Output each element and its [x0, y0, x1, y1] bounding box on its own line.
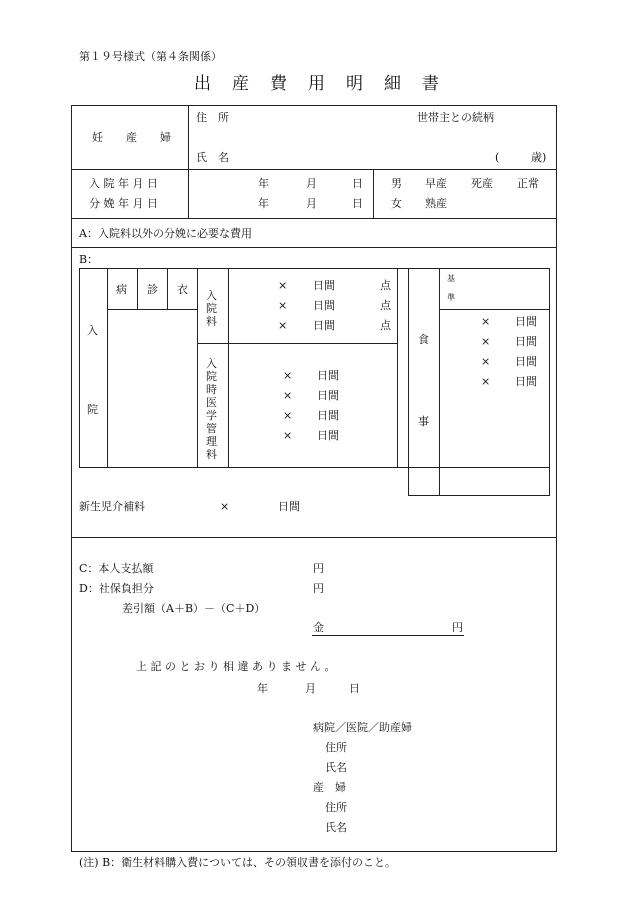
days-unit: 日間 — [313, 319, 335, 332]
meal-char: 食 — [418, 333, 429, 346]
times-mark: × — [278, 279, 288, 292]
label-char: 入 — [206, 289, 217, 302]
title-char: 産 — [232, 74, 249, 94]
label-char: 学 — [206, 408, 217, 422]
times-mark: × — [278, 299, 288, 312]
stillbirth-option: 死産 — [471, 177, 493, 190]
female-option: 女 — [391, 197, 402, 210]
age-close: 歳) — [531, 151, 547, 164]
col-header: 診 — [147, 283, 158, 296]
footnote: (注) B：衛生材料購入費については、その領収書を添付のこと。 — [79, 856, 396, 869]
label-char: 管 — [206, 421, 217, 435]
col-header: 衣 — [177, 283, 188, 296]
title-char: 用 — [308, 74, 325, 94]
times-mark: × — [283, 409, 293, 422]
admission-char: 院 — [87, 403, 98, 416]
days-unit: 日間 — [515, 315, 537, 328]
times-mark: × — [278, 319, 288, 332]
midwife-label: 産 婦 — [313, 781, 346, 794]
label-char: 時 — [206, 382, 217, 396]
admission-day: 日 — [352, 177, 363, 190]
admission-date-label: 入 院 年 月 日 — [89, 177, 158, 190]
label-char: 料 — [206, 314, 217, 328]
facility-name-label: 氏名 — [325, 761, 347, 774]
inpatient-fee-label — [206, 290, 217, 329]
label-char: 医 — [206, 395, 217, 409]
newborn-care-label: 新生児介補料 — [79, 500, 145, 513]
days-unit: 日間 — [317, 429, 339, 442]
delivery-day: 日 — [352, 197, 363, 210]
label-char: 入 — [206, 357, 217, 370]
title-char: 明 — [346, 74, 363, 94]
male-option: 男 — [391, 177, 402, 190]
insurance-label: D：社保負担分 — [79, 582, 154, 595]
name-label: 氏 名 — [196, 151, 229, 164]
days-unit: 日間 — [317, 409, 339, 422]
times-mark: × — [481, 335, 491, 348]
label-char: 婦 — [160, 131, 171, 144]
term-option: 熟産 — [425, 197, 447, 210]
label-char: 料 — [206, 447, 217, 461]
form-number: 第１９号様式（第４条関係） — [79, 50, 222, 63]
yen-unit: 円 — [313, 582, 324, 595]
days-unit: 日間 — [313, 279, 335, 292]
points-unit: 点 — [380, 319, 391, 332]
title-char: 出 — [194, 74, 211, 94]
facility-address-label: 住所 — [325, 741, 347, 754]
days-unit: 日間 — [278, 500, 300, 513]
normal-option: 正常 — [517, 177, 539, 190]
label-char: 産 — [126, 131, 137, 144]
section-a-label: A：入院料以外の分娩に必要な費用 — [79, 227, 252, 240]
address-label: 住 所 — [196, 111, 229, 124]
label-char: 妊 — [92, 131, 103, 144]
relation-label: 世帯主との続柄 — [417, 111, 494, 124]
times-mark: × — [481, 375, 491, 388]
age-open: ( — [495, 151, 500, 164]
times-mark: × — [220, 500, 230, 513]
facility-label: 病院／医院／助産婦 — [313, 721, 412, 734]
col-header: 病 — [116, 283, 127, 296]
midwife-name-label: 氏名 — [325, 821, 347, 834]
preterm-option: 早産 — [425, 177, 447, 190]
midwife-address-label: 住所 — [325, 801, 347, 814]
sign-month: 月 — [305, 682, 316, 695]
title-char: 細 — [384, 74, 401, 94]
delivery-month: 月 — [306, 197, 317, 210]
amount-label: 金 — [313, 621, 324, 634]
amount-yen: 円 — [452, 621, 463, 634]
days-unit: 日間 — [515, 355, 537, 368]
admission-year: 年 — [258, 177, 269, 190]
points-unit: 点 — [380, 299, 391, 312]
label-char: 院 — [206, 369, 217, 383]
days-unit: 日間 — [317, 389, 339, 402]
days-unit: 日間 — [317, 369, 339, 382]
sign-day: 日 — [349, 682, 360, 695]
admission-char: 入 — [87, 324, 98, 337]
delivery-date-label: 分 娩 年 月 日 — [89, 197, 158, 210]
standard-char: 基 — [447, 274, 455, 283]
times-mark: × — [481, 355, 491, 368]
sign-year: 年 — [257, 682, 268, 695]
standard-char: 準 — [447, 293, 455, 302]
medical-management-fee-label — [206, 358, 217, 462]
yen-unit: 円 — [313, 562, 324, 575]
label-char: 理 — [206, 434, 217, 448]
self-pay-label: C：本人支払額 — [79, 562, 154, 575]
times-mark: × — [283, 389, 293, 402]
days-unit: 日間 — [313, 299, 335, 312]
label-char: 院 — [206, 301, 217, 315]
days-unit: 日間 — [515, 375, 537, 388]
meal-char: 事 — [418, 415, 429, 428]
delivery-year: 年 — [258, 197, 269, 210]
admission-month: 月 — [306, 177, 317, 190]
times-mark: × — [283, 429, 293, 442]
times-mark: × — [481, 315, 491, 328]
declaration-text: 上 記 の と お り 相 違 あ り ま せ ん 。 — [136, 660, 336, 673]
section-b-label: B： — [79, 253, 99, 266]
title-char: 書 — [422, 74, 439, 94]
points-unit: 点 — [380, 279, 391, 292]
difference-label: 差引額（A＋B）－（C＋D） — [122, 602, 266, 615]
days-unit: 日間 — [515, 335, 537, 348]
title-char: 費 — [270, 74, 287, 94]
times-mark: × — [283, 369, 293, 382]
